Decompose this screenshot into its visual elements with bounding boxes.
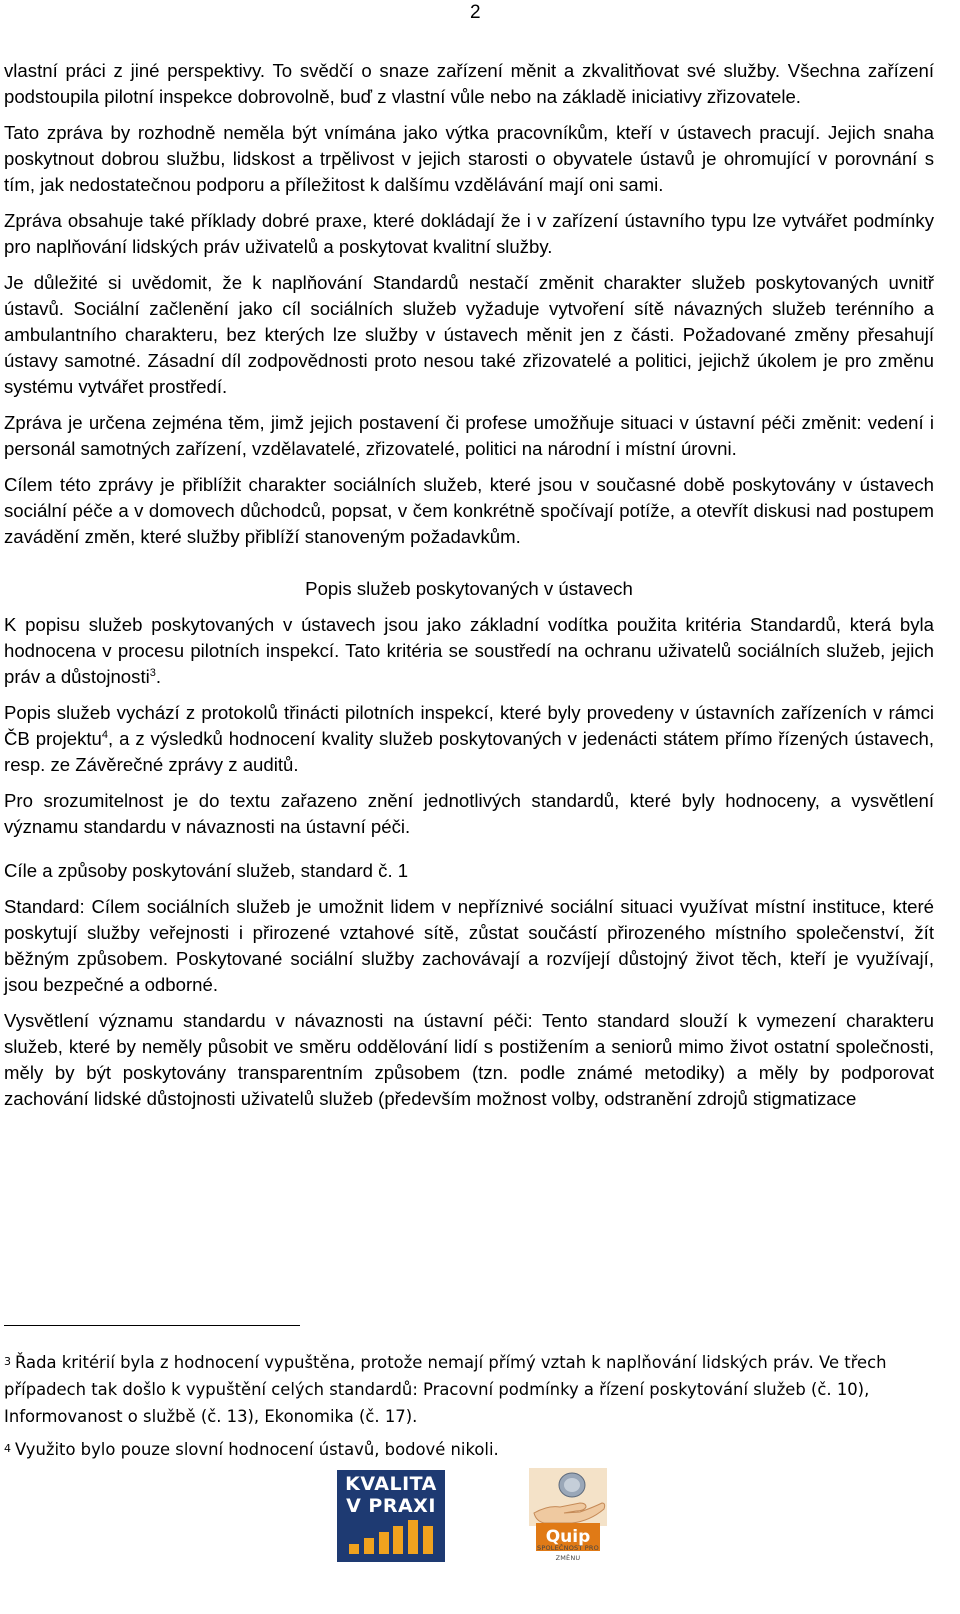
paragraph-explanation: Vysvětlení významu standardu v návaznosti na ústavní péči: Tento standard slouží k vymezení charakteru služeb, které by neměly působit ve směru oddělování lidí s postižením a seniorů mimo život ostatní společnosti, měly by být poskytovány transparentním způsobem (tzn. podle známé metodiky) a měly by podporovat zachování lidské důstojnosti uživatelů služeb (především možnost volby, odstranění zdrojů stigmatizace bbox=[4, 1010, 934, 1109]
paragraph-staff: Tato zpráva by rozhodně neměla být vnímána jako výtka pracovníkům, kteří v ústavech pracují. Jejich snaha poskytnout dobrou službu, lidskost a trpělivost v jejich starosti o obyvatele ústavů je ohromující v porovnání s tím, jak nedostatečnou podporu a příležitost k dalšímu vzdělávání mají oni sami. bbox=[4, 122, 934, 195]
paragraph-criteria-end: . bbox=[155, 666, 162, 687]
paragraph-sources bbox=[4, 700, 934, 778]
quip-tagline: SPOLEČNOST PRO ZMĚNU bbox=[537, 1544, 599, 1562]
paragraph-criteria bbox=[4, 612, 934, 690]
footnotes bbox=[4, 1348, 934, 1468]
footnote-mark: 3 bbox=[4, 1355, 11, 1368]
paragraph-clarity: Pro srozumitelnost je do textu zařazeno znění jednotlivých standardů, které byly hodnoceny, a vysvětlení významu standardu v návaznosti na ústavní péči. bbox=[4, 790, 934, 837]
page-number: 2 bbox=[470, 2, 481, 23]
logo-text-line2: V PRAXI bbox=[346, 1495, 436, 1517]
section-heading: Popis služeb poskytovaných v ústavech bbox=[305, 578, 633, 599]
paragraph-goal: Cílem této zprávy je přiblížit charakter sociálních služeb, které jsou v současné době poskytovány v ústavech sociální péče a v domovech důchodců, popsat, v čem konkrétně spočívají potíže, a otevřít diskusi nad postupem zavádění změn, které služby přiblíží stanoveným požadavkům. bbox=[4, 474, 934, 547]
standard-subheading: Cíle a způsoby poskytování služeb, standard č. 1 bbox=[4, 860, 409, 881]
footnote-ref-3[interactable]: 3 bbox=[149, 666, 156, 679]
footnote-text: Využito bylo pouze slovní hodnocení ústavů, bodové nikoli. bbox=[15, 1440, 499, 1459]
logo-text-line1: KVALITA bbox=[345, 1473, 437, 1495]
footnote-4 bbox=[4, 1435, 934, 1463]
hand-coin-icon bbox=[528, 1467, 608, 1527]
footnote-mark: 4 bbox=[4, 1442, 11, 1455]
body-text bbox=[4, 58, 934, 1122]
paragraph-standards: Je důležité si uvědomit, že k naplňování Standardů nestačí změnit charakter služeb poskytovaných uvnitř ústavů. Sociální začlenění jako cíl sociálních služeb vyžaduje vytvoření sítě návazných služeb terénního a ambulantního charakteru, bez kterých lze služby v ústavech měnit jen z části. Požadované změny přesahují ústavy samotné. Zásadní díl zodpovědnosti proto nesou také zřizovatelé a politici, jejichž úkolem je pro změnu systému vytvářet prostředí. bbox=[4, 272, 934, 397]
paragraph-sources-text-b: , a z výsledků hodnocení kvality služeb poskytovaných v jedenácti státem přímo řízených ústavech, resp. ze Závěrečné zprávy z auditů. bbox=[4, 728, 934, 775]
paragraph-audience: Zpráva je určena zejména těm, jimž jejich postavení či profese umožňuje situaci v ústavní péči změnit: vedení i personál samotných zařízení, vzdělavatelé, zřizovatelé, politici na národní i místní úrovni. bbox=[4, 412, 934, 459]
logo-bars-icon bbox=[349, 1518, 433, 1554]
paragraph-good-practice: Zpráva obsahuje také příklady dobré praxe, které dokládají že i v zařízení ústavního typu lze vytvářet podmínky pro naplňování lidských práv uživatelů a poskytovat kvalitní služby. bbox=[4, 210, 934, 257]
paragraph-continuation: vlastní práci z jiné perspektivy. To svědčí o snaze zařízení měnit a zkvalitňovat své služby. Všechna zařízení podstoupila pilotní inspekce dobrovolně, buď z vlastní vůle nebo na základě iniciativy zřizovatele. bbox=[4, 60, 934, 107]
paragraph-sources-text-a: Popis služeb vychází z protokolů třinácti pilotních inspekcí, které byly provedeny v ústavních zařízeních v rámci ČB projektu bbox=[4, 702, 934, 749]
paragraph-standard: Standard: Cílem sociálních služeb je umožnit lidem v nepříznivé sociální situaci využívat místní instituce, které poskytují služby veřejnosti i přirozené vztahové sítě, zůstat součástí přirozeného místního společenství, žít běžným způsobem. Poskytované sociální služby zachovávají a rozvíjejí důstojný život těch, kteří je využívají, jsou bezpečné a odborné. bbox=[4, 896, 934, 995]
kvalita-v-praxi-logo bbox=[337, 1470, 445, 1562]
footnote-ref-4[interactable]: 4 bbox=[101, 728, 109, 741]
quip-name: Quip bbox=[536, 1523, 600, 1551]
paragraph-criteria-text: K popisu služeb poskytovaných v ústavech jsou jako základní vodítka použita kritéria Standardů, která byla hodnocena v procesu pilotních inspekcí. Tato kritéria se soustředí na ochranu uživatelů sociálních služeb, jejich práv a důstojnosti bbox=[4, 614, 934, 687]
footnote-separator bbox=[4, 1325, 300, 1326]
footnote-3 bbox=[4, 1348, 934, 1430]
footnote-text: Řada kritérií byla z hodnocení vypuštěna, protože nemají přímý vztah k naplňování lidských práv. Ve třech případech tak došlo k vypuštění celých standardů: Pracovní podmínky a řízení poskytování služeb (č. 10), Informovanost o službě (č. 13), Ekonomika (č. 17). bbox=[4, 1353, 887, 1426]
quip-logo bbox=[528, 1467, 608, 1563]
